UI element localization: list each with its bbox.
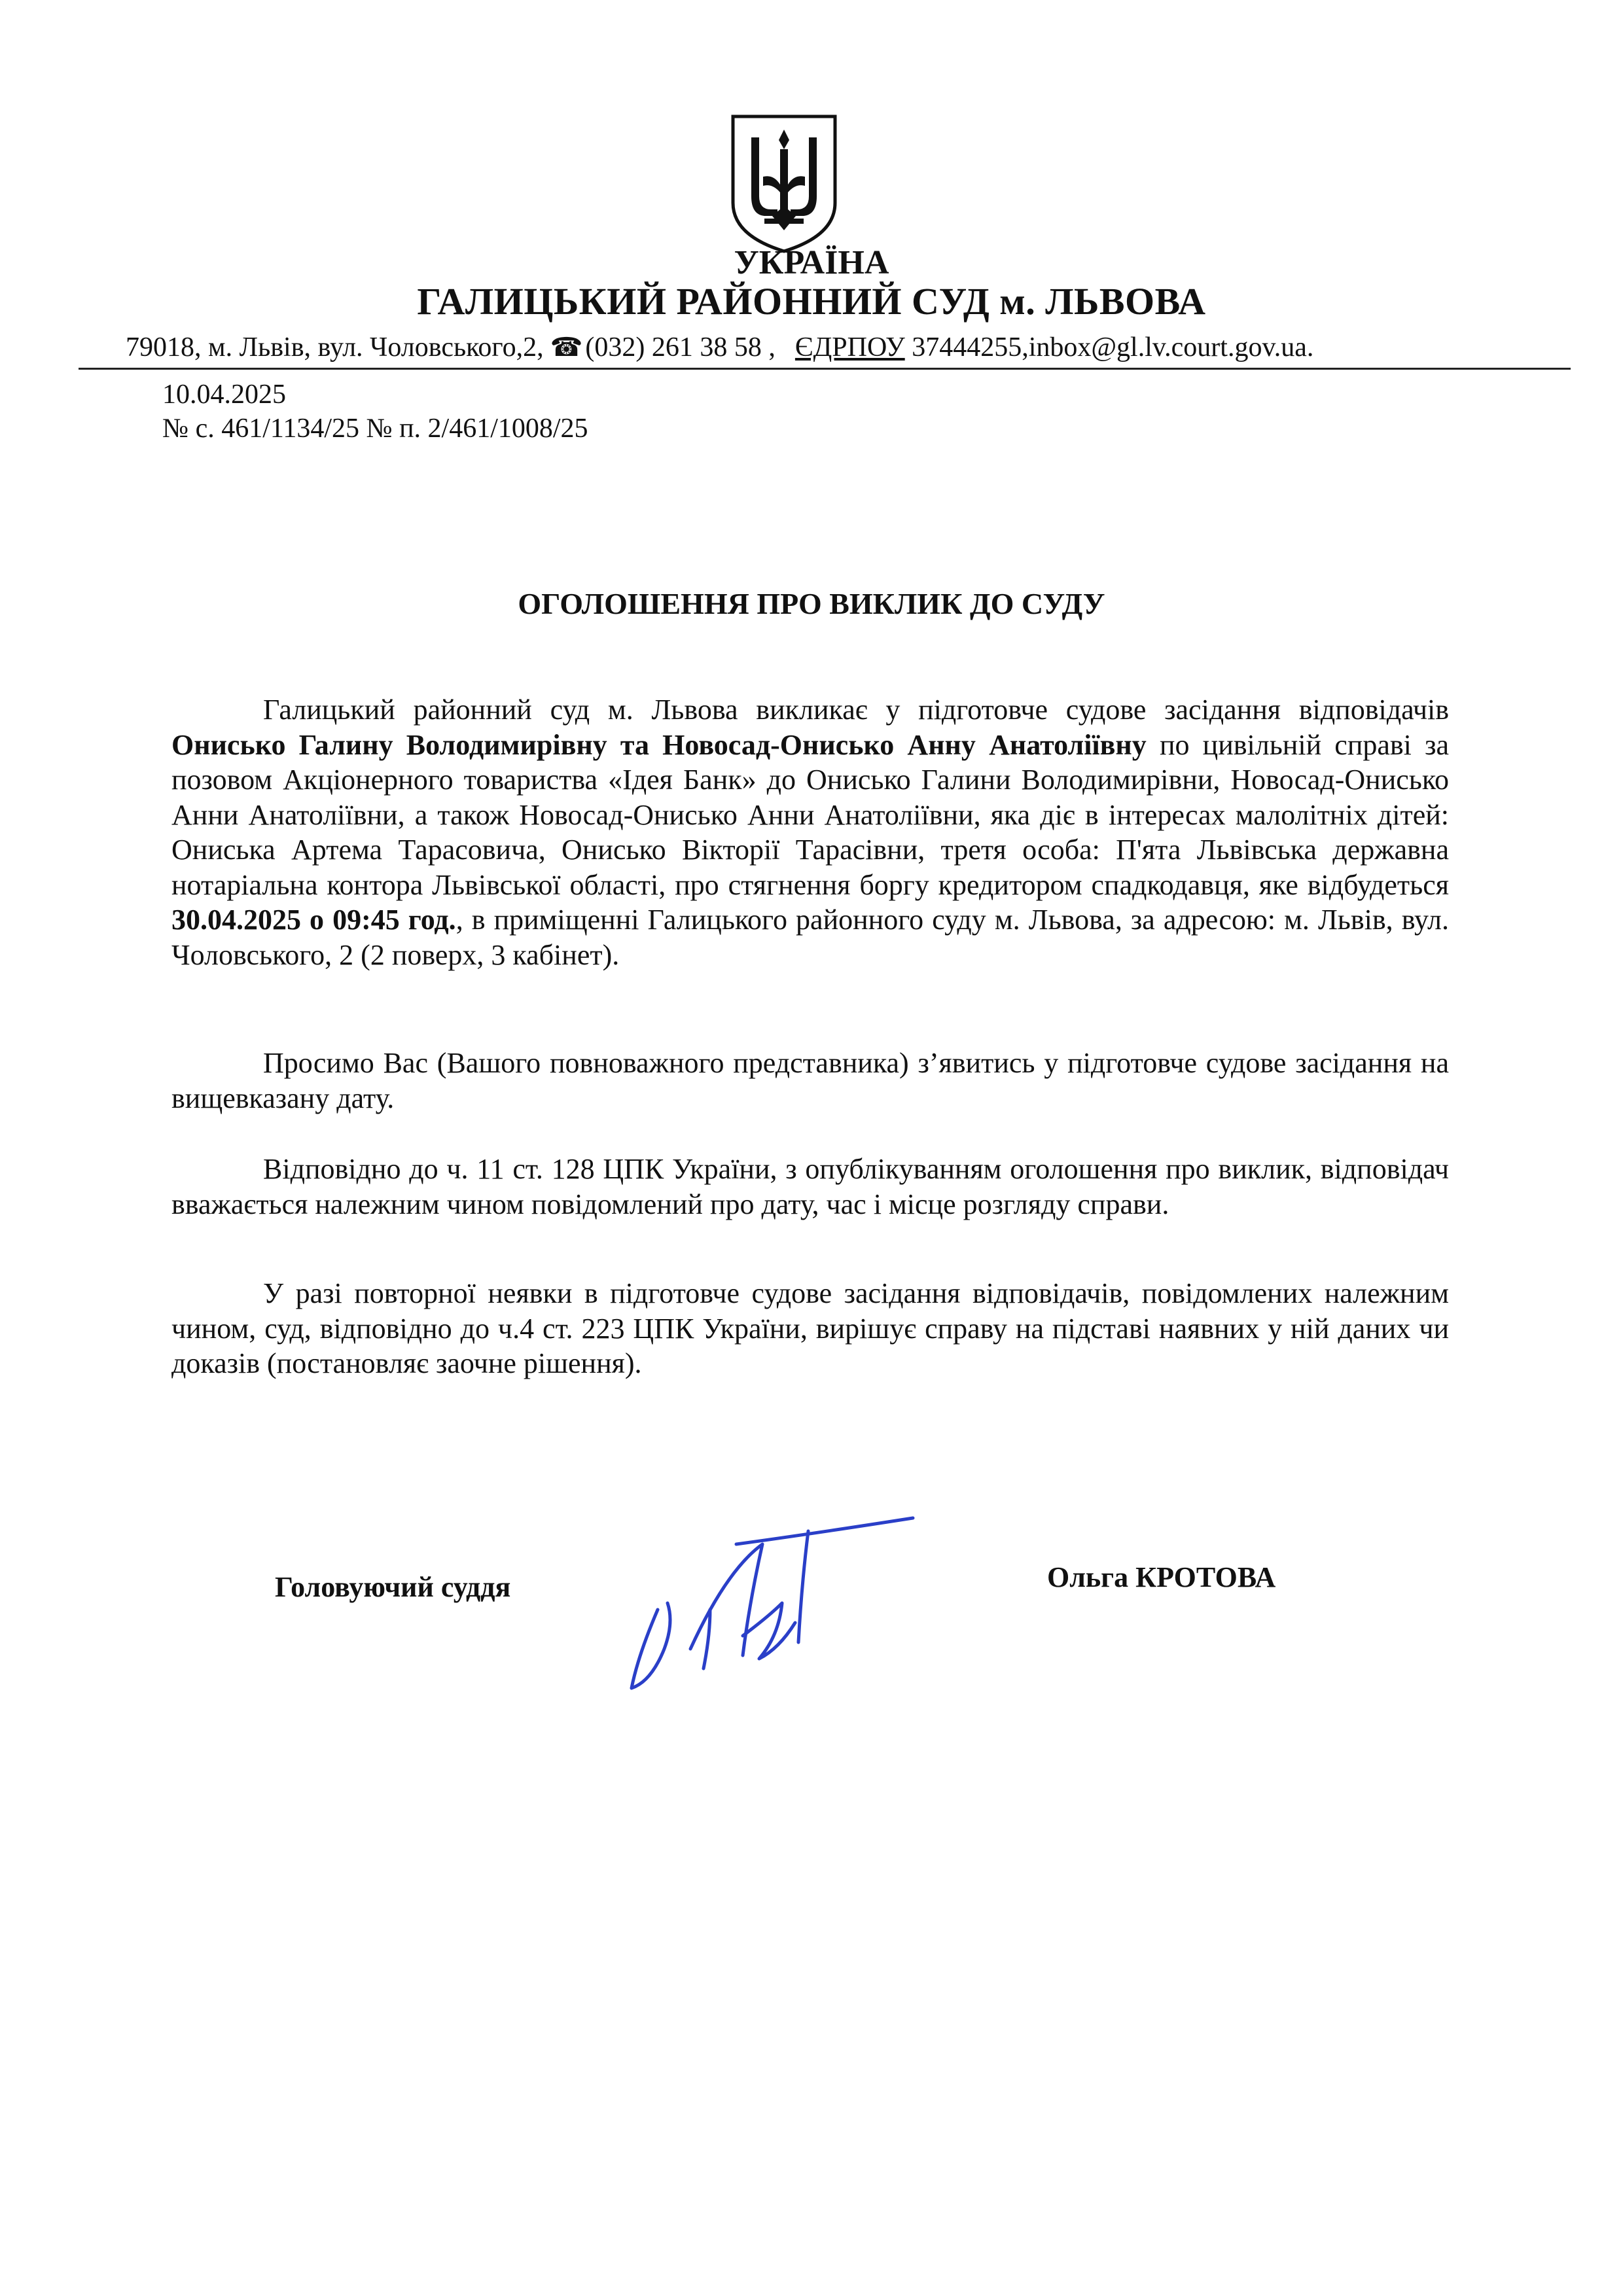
edrpou-and-email: 37444255,inbox@gl.lv.court.gov.ua. — [912, 332, 1314, 362]
court-contact-line — [126, 330, 1592, 364]
court-address: 79018, м. Львів, вул. Чоловського,2, — [126, 332, 544, 362]
phone-icon: ☎ — [550, 332, 583, 362]
document-date: 10.04.2025 — [162, 380, 286, 410]
judge-name: Ольга КРОТОВА — [1047, 1561, 1276, 1593]
header-divider — [79, 368, 1571, 370]
summons-text-case: по цивільній справі за позовом Акціонерного товариства «Ідея Банк» до Онисько Галини Володимирівни, Новосад-Онисько Анни Анатоліївни, а також Новосад-Онисько Анни Анатоліївни, яка діє в інтересах малолітніх дітей: Ониська Артема Тарасовича, Онисько Вікторії Тарасівни, третя особа: П'ята Львівська державна нотаріальна контора Львівської області, про стягнення боргу кредитором спадкодавця, яке відбудеться — [171, 728, 1449, 901]
summons-paragraph — [171, 692, 1449, 972]
handwritten-signature — [612, 1505, 926, 1721]
default-judgment-paragraph — [171, 1276, 1449, 1381]
country-heading: УКРАЇНА — [734, 244, 889, 281]
document-title: ОГОЛОШЕННЯ ПРО ВИКЛИК ДО СУДУ — [518, 587, 1105, 620]
court-name-heading: ГАЛИЦЬКИЙ РАЙОННИЙ СУД м. ЛЬВОВА — [417, 280, 1206, 323]
appearance-request-text: Просимо Вас (Вашого повноважного представника) з’явитись у підготовче судове засідання на вищевказану дату. — [171, 1047, 1449, 1114]
presiding-judge-label: Головуючий суддя — [275, 1571, 511, 1603]
notification-paragraph — [171, 1152, 1449, 1222]
coat-of-arms-icon — [725, 111, 843, 255]
notification-text: Відповідно до ч. 11 ст. 128 ЦПК України, з опублікуванням оголошення про виклик, відповідач вважається належним чином повідомлений про дату, час і місце розгляду справи. — [171, 1153, 1449, 1220]
edrpou-label: ЄДРПОУ — [794, 332, 905, 362]
hearing-datetime: 30.04.2025 о 09:45 год. — [171, 904, 456, 936]
summons-text-location: , в приміщенні Галицького районного суду м. Львова, за адресою: м. Львів, вул. Чоловського, 2 (2 поверх, 3 кабінет). — [171, 904, 1449, 971]
summons-text-intro: Галицький районний суд м. Львова викликає у підготовче судове засідання відповідачів — [263, 694, 1449, 726]
appearance-request-paragraph — [171, 1046, 1449, 1116]
default-judgment-text: У разі повторної неявки в підготовче судове засідання відповідачів, повідомлених належним чином, суд, відповідно до ч.4 ст. 223 ЦПК України, вирішує справу на підставі наявних у ній даних чи доказів (постановляє заочне рішення). — [171, 1277, 1449, 1379]
defendants-names: Онисько Галину Володимирівну та Новосад-Онисько Анну Анатоліївну — [171, 728, 1147, 761]
case-number: № с. 461/1134/25 № п. 2/461/1008/25 — [162, 414, 588, 444]
court-phone: (032) 261 38 58 , — [585, 332, 776, 362]
